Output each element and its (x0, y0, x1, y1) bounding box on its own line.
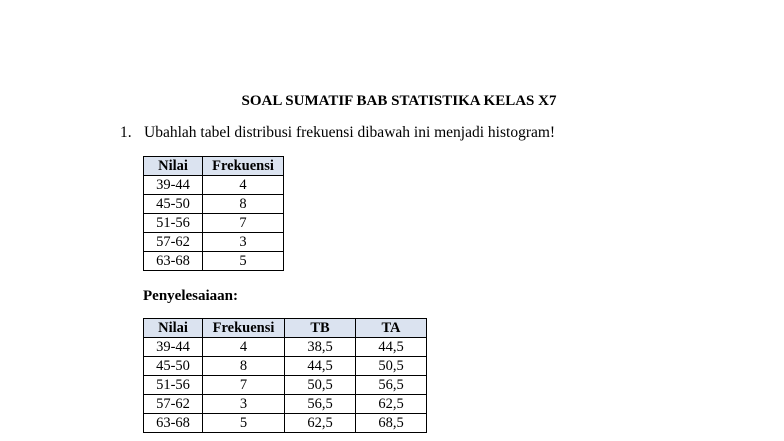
cell-frekuensi: 8 (203, 195, 284, 214)
table-row (144, 357, 427, 376)
cell-nilai: 39-44 (144, 176, 203, 195)
cell-frekuensi: 3 (203, 233, 284, 252)
cell-tb: 38,5 (285, 338, 356, 357)
cell-nilai: 39-44 (144, 338, 203, 357)
document-title (0, 93, 784, 110)
cell-ta: 56,5 (356, 376, 427, 395)
cell-frekuensi: 7 (203, 214, 284, 233)
table-row (144, 195, 284, 214)
solution-table (143, 318, 427, 433)
column-header-tb: TB (285, 319, 356, 338)
solution-label: Penyelesaiaan: (143, 288, 238, 304)
cell-nilai: 45-50 (144, 357, 203, 376)
cell-ta: 44,5 (356, 338, 427, 357)
cell-tb: 62,5 (285, 414, 356, 433)
cell-tb: 56,5 (285, 395, 356, 414)
table-row (144, 214, 284, 233)
cell-frekuensi: 7 (203, 376, 285, 395)
cell-nilai: 63-68 (144, 252, 203, 271)
cell-nilai: 51-56 (144, 214, 203, 233)
frequency-table (143, 156, 284, 271)
cell-nilai: 57-62 (144, 395, 203, 414)
table-row (144, 233, 284, 252)
cell-frekuensi: 4 (203, 338, 285, 357)
table-row (144, 395, 427, 414)
question-number: 1. (120, 124, 132, 141)
table-row (144, 252, 284, 271)
column-header-ta: TA (356, 319, 427, 338)
cell-nilai: 51-56 (144, 376, 203, 395)
cell-frekuensi: 4 (203, 176, 284, 195)
cell-tb: 50,5 (285, 376, 356, 395)
cell-frekuensi: 5 (203, 414, 285, 433)
cell-ta: 62,5 (356, 395, 427, 414)
cell-frekuensi: 8 (203, 357, 285, 376)
cell-ta: 68,5 (356, 414, 427, 433)
cell-ta: 50,5 (356, 357, 427, 376)
column-header-nilai: Nilai (144, 319, 203, 338)
cell-nilai: 45-50 (144, 195, 203, 214)
table-row (144, 338, 427, 357)
table-row (144, 376, 427, 395)
column-header-frekuensi: Frekuensi (203, 157, 284, 176)
cell-frekuensi: 5 (203, 252, 284, 271)
table-header-row (144, 319, 427, 338)
table-row (144, 414, 427, 433)
table-row (144, 176, 284, 195)
document-title-text: SOAL SUMATIF BAB STATISTIKA KELAS X7 (241, 93, 557, 109)
cell-nilai: 63-68 (144, 414, 203, 433)
column-header-frekuensi: Frekuensi (203, 319, 285, 338)
cell-tb: 44,5 (285, 357, 356, 376)
question-1 (120, 124, 555, 142)
cell-frekuensi: 3 (203, 395, 285, 414)
cell-nilai: 57-62 (144, 233, 203, 252)
table-header-row (144, 157, 284, 176)
column-header-nilai: Nilai (144, 157, 203, 176)
question-text: Ubahlah tabel distribusi frekuensi dibawah ini menjadi histogram! (144, 124, 556, 141)
